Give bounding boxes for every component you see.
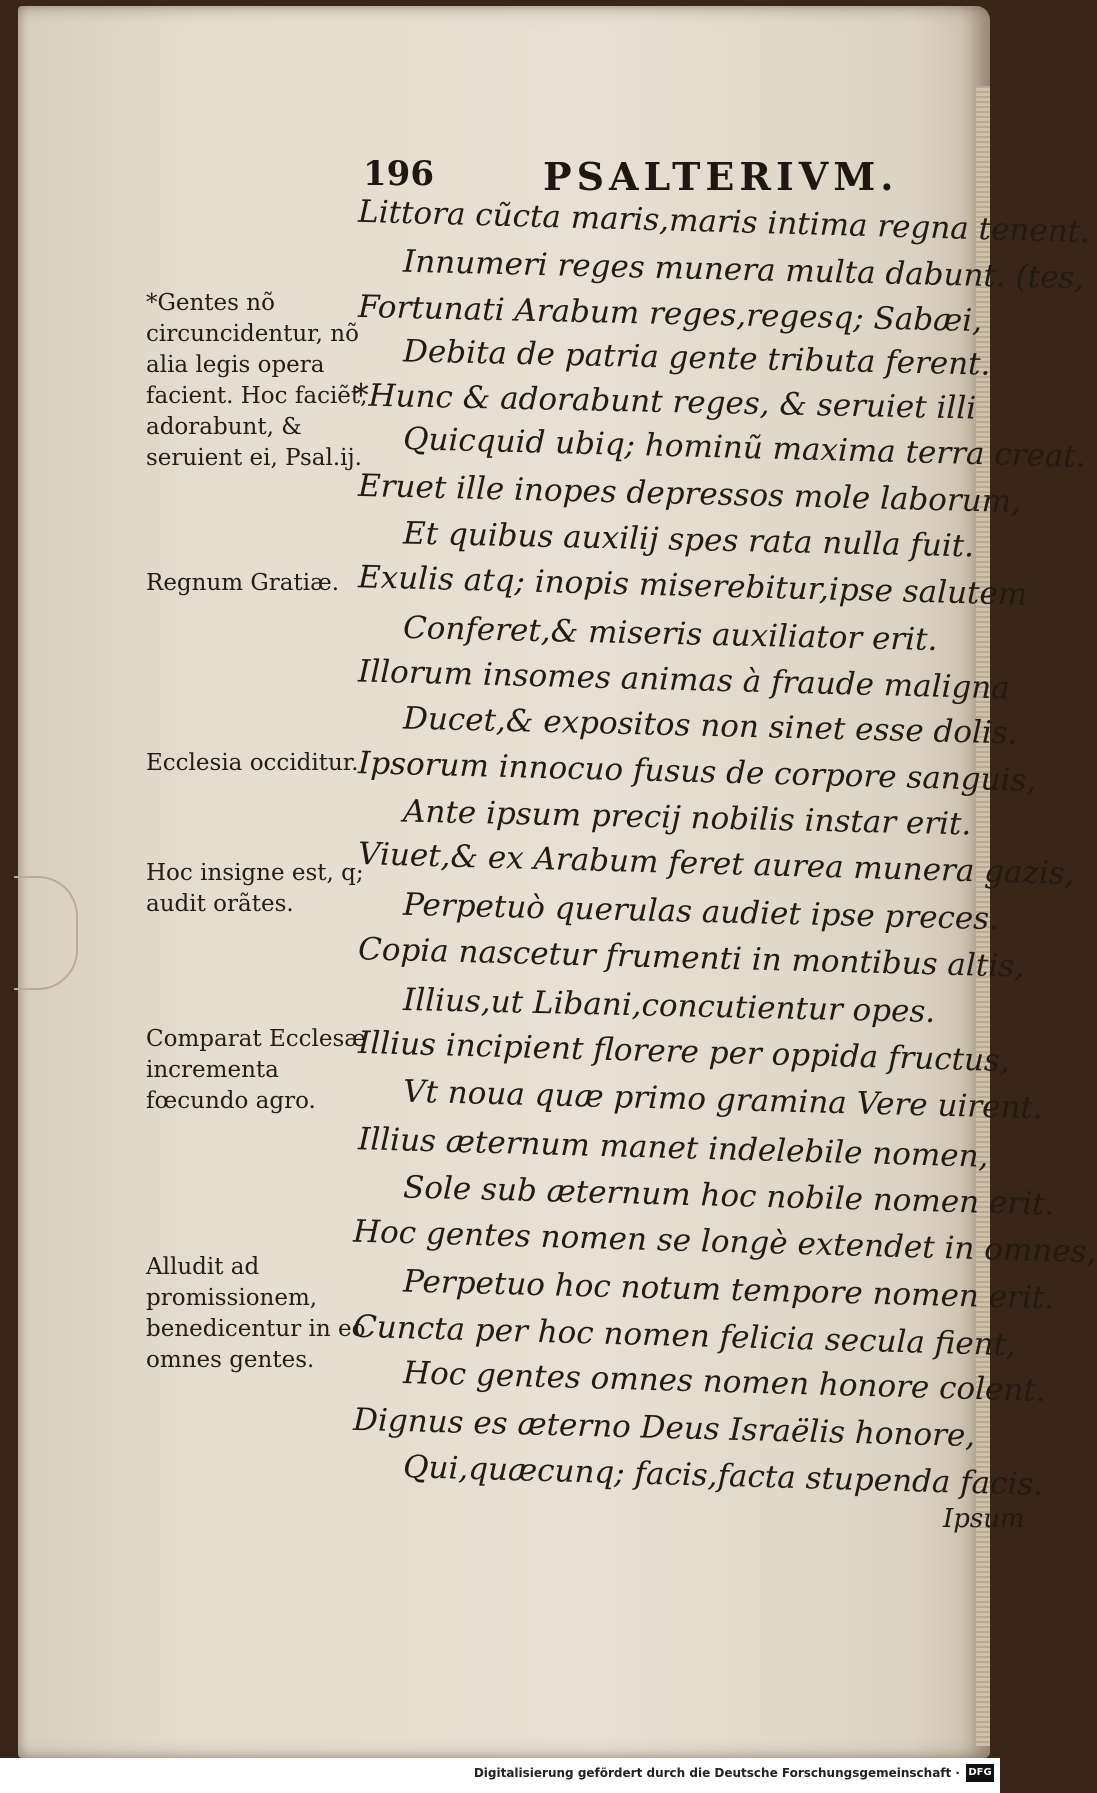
verse-line: Viuet,& ex Arabum feret aurea munera gazis, xyxy=(357,836,1076,892)
margin-note: Comparat Ecclesæ incrementa fœcundo agro. xyxy=(146,1026,366,1114)
funding-credit: Digitalisierung gefördert durch die Deutsche Forschungsgemeinschaft · xyxy=(473,1766,960,1780)
verse-line: Ipsorum innocuo fusus de corpore sanguis, xyxy=(357,745,1037,799)
verse-line: Hoc gentes omnes nomen honore colent. xyxy=(402,1355,1047,1409)
verse-line: Perpetuò querulas audiet ipse preces. xyxy=(402,886,1000,938)
verse-line: Vt noua quæ primo gramina Vere uirent. xyxy=(402,1073,1044,1127)
verse-line: Sole sub æternum hoc nobile nomen erit. xyxy=(402,1169,1055,1223)
verse-line: Fortunati Arabum reges,regesq; Sabæi, xyxy=(357,288,983,340)
book-page xyxy=(18,6,1097,1758)
verse-line: Perpetuo hoc notum tempore nomen erit. xyxy=(402,1263,1055,1317)
verse-line: Cuncta per hoc nomen felicia secula fient, xyxy=(352,1308,1017,1364)
verse-line: Illius æternum manet indelebile nomen, xyxy=(357,1121,989,1175)
verse-line: Illius incipient florere per oppida fructus, xyxy=(357,1024,1011,1080)
verse-line: Littora cũcta maris,maris intima regna tenent. xyxy=(357,193,1091,251)
verse-line: Debita de patria gente tributa ferent. xyxy=(402,333,991,383)
verse-line: Ante ipsum precij nobilis instar erit. xyxy=(402,793,972,843)
verse-line: Quicquid ubiq; hominũ maxima terra creat. xyxy=(402,421,1087,475)
catchword: Ipsum xyxy=(943,1504,1025,1534)
verse-line: Qui,quæcunq; facis,facta stupenda facis. xyxy=(402,1449,1044,1503)
verse-line: Copia nascetur frumenti in montibus altis, xyxy=(357,931,1025,985)
verse-line: Illius,ut Libani,concutientur opes. xyxy=(402,981,936,1031)
running-title: PSALTERIVM. xyxy=(543,154,899,199)
verse-line: Et quibus auxilij spes rata nulla fuit. xyxy=(402,515,975,565)
folio-number: 196 xyxy=(363,154,434,194)
verse-line: Ducet,& expositos non sinet esse dolis. xyxy=(402,700,1019,752)
verse-line: Eruet ille inopes depressos mole laborum, xyxy=(357,467,1022,521)
margin-note: Regnum Gratiæ. xyxy=(146,570,340,596)
digitization-footer xyxy=(0,1758,1000,1793)
margin-note: Hoc insigne est, q; audit orãtes. xyxy=(146,860,364,917)
margin-note: Alludit ad promissionem, benedicentur in eo omnes gentes. xyxy=(146,1254,366,1373)
verse-line: Exulis atq; inopis miserebitur,ipse salutem xyxy=(357,559,1028,613)
verse-line: Illorum insomes animas à fraude maligna xyxy=(357,653,1011,707)
verse-line: Dignus es æterno Deus Israëlis honore, xyxy=(352,1401,976,1455)
dfg-logo-icon: DFG xyxy=(966,1764,994,1782)
page-header xyxy=(363,154,923,198)
page-clip xyxy=(14,876,78,990)
margin-note: *Gentes nõ circuncidentur, nõ alia legis opera facient. Hoc faciẽt, adorabunt, & seruient ei, Psal.ij. xyxy=(146,290,368,471)
verse-line: Hoc gentes nomen se longè extendet in omnes, xyxy=(352,1213,1097,1271)
verse-line: *Hunc & adorabunt reges, & seruiet illi xyxy=(352,377,977,427)
verse-line: Innumeri reges munera multa dabunt. (tes, xyxy=(402,243,1085,297)
margin-note: Ecclesia occiditur. xyxy=(146,750,359,776)
verse-line: Conferet,& miseris auxiliator erit. xyxy=(402,609,938,659)
